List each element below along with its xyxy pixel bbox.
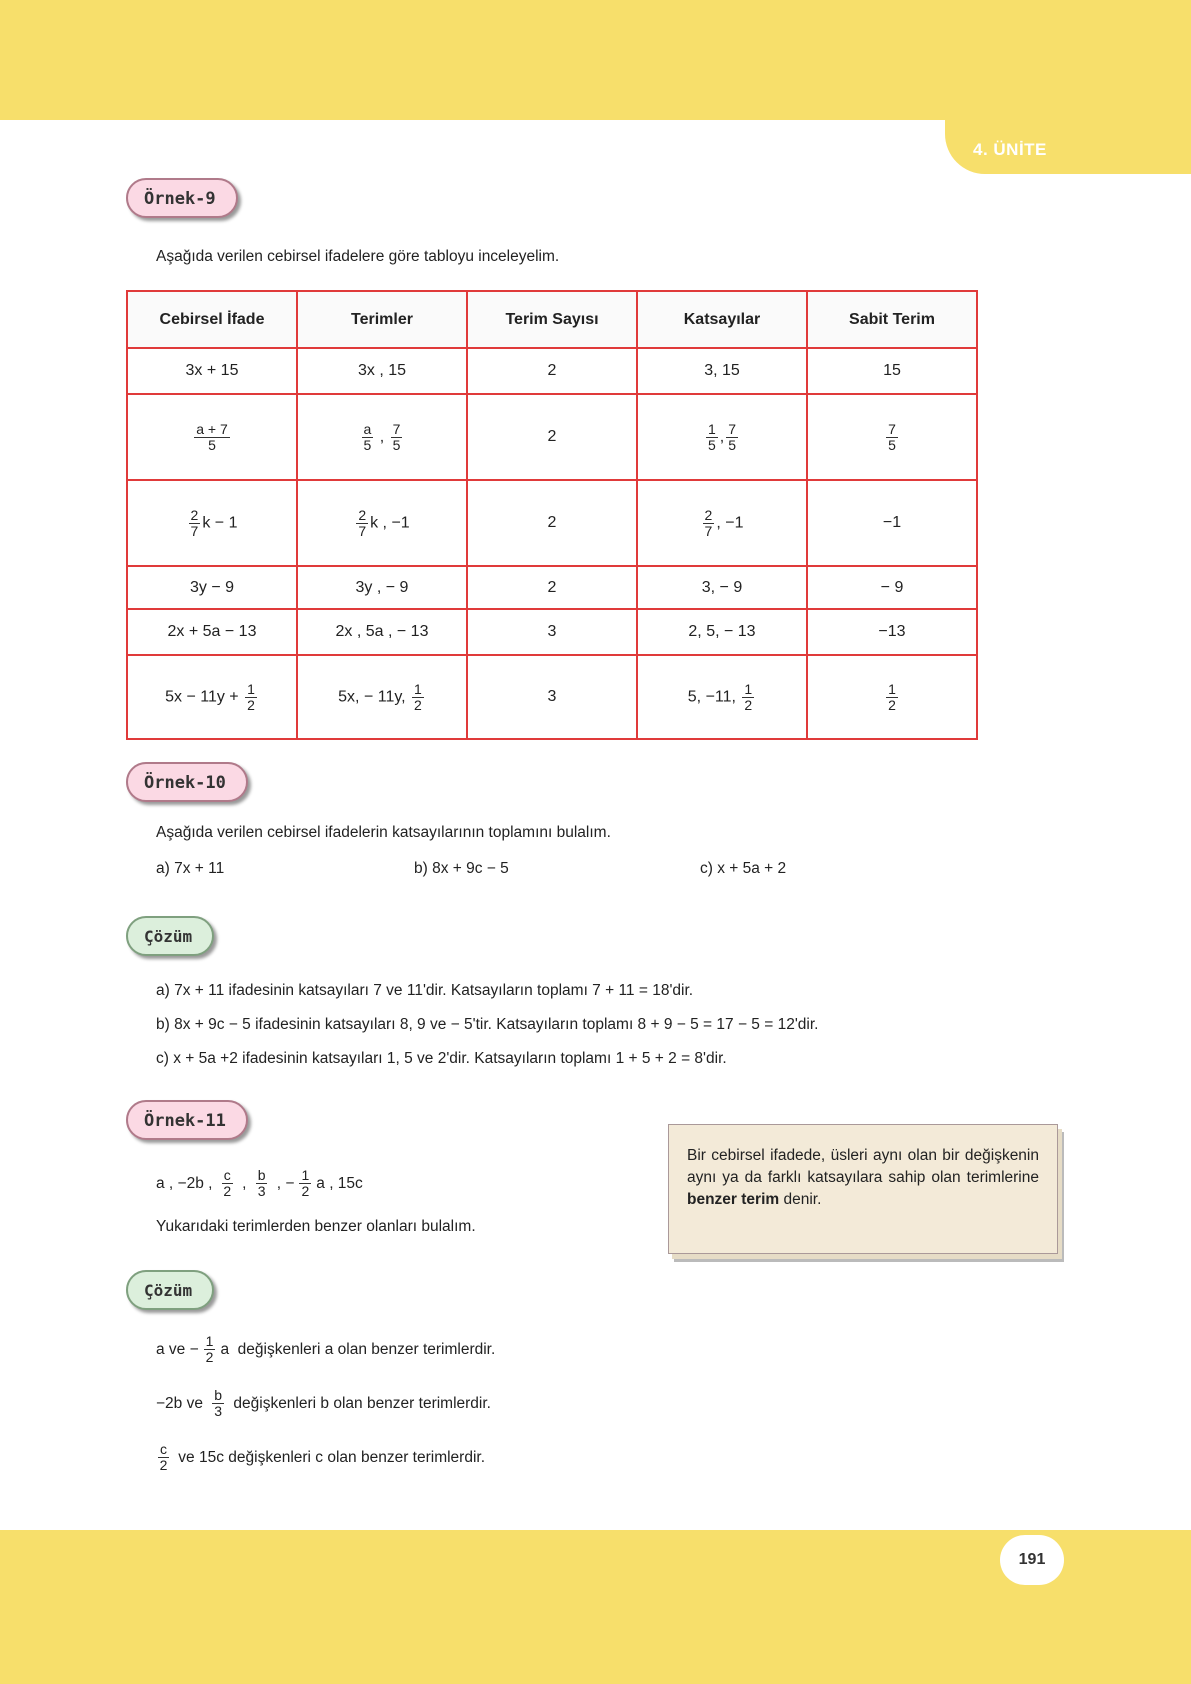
unit-tab: 4. ÜNİTE — [945, 118, 1191, 174]
fraction — [706, 422, 718, 453]
text-segment: , — [237, 1174, 251, 1192]
column-header: Cebirsel İfade — [127, 291, 297, 348]
table-row — [127, 348, 977, 394]
fraction — [212, 1388, 224, 1419]
table-cell — [127, 609, 297, 655]
text-segment: − 9 — [880, 578, 904, 596]
solution-11-label: Çözüm — [126, 1270, 214, 1310]
fraction — [412, 682, 424, 713]
text-segment: 3 — [547, 688, 557, 705]
text-segment: 3x + 15 — [185, 362, 239, 379]
text-segment: , — [375, 428, 389, 446]
denominator: 7 — [704, 522, 713, 539]
denominator: 2 — [159, 1457, 168, 1473]
denominator: 2 — [414, 696, 422, 713]
table-row — [127, 394, 977, 480]
denominator: 5 — [363, 436, 372, 453]
denominator: 3 — [214, 1403, 223, 1419]
text-segment: −1 — [882, 514, 902, 531]
numerator: b — [214, 1387, 223, 1403]
numerator: c — [160, 1441, 167, 1457]
text-segment: 2 — [547, 428, 557, 445]
example-10-item-a: a) 7x + 11 — [156, 860, 225, 877]
fraction — [194, 422, 230, 453]
terms-table — [126, 290, 978, 740]
text-segment: k , −1 — [370, 514, 410, 532]
denominator: 7 — [190, 522, 199, 539]
denominator: 2 — [247, 696, 255, 713]
text-segment: 2 — [547, 578, 557, 596]
table-cell — [807, 609, 977, 655]
solution-11-line-2 — [156, 1388, 491, 1419]
table-cell — [467, 480, 637, 566]
numerator: a — [363, 420, 372, 437]
example-10-intro: Aşağıda verilen cebirsel ifadelerin katsayılarının toplamını bulalım. — [156, 824, 611, 841]
text-segment: 2 — [547, 514, 557, 531]
denominator: 2 — [744, 696, 753, 713]
numerator: b — [257, 1167, 266, 1183]
example-10-label: Örnek-10 — [126, 762, 248, 802]
numerator: 2 — [704, 506, 713, 523]
table-cell — [127, 394, 297, 480]
definition-note — [668, 1124, 1058, 1254]
table-cell — [467, 348, 637, 394]
table-cell — [637, 566, 807, 609]
denominator: 2 — [888, 696, 896, 713]
denominator: 5 — [888, 436, 896, 453]
table-cell — [807, 655, 977, 739]
text-segment: 2x , 5a , − 13 — [335, 623, 429, 640]
example-9-intro: Aşağıda verilen cebirsel ifadelere göre tabloyu inceleyelim. — [156, 248, 560, 265]
column-header: Sabit Terim — [807, 291, 977, 348]
numerator: 1 — [414, 680, 422, 697]
numerator: 1 — [301, 1167, 310, 1183]
example-10-item-c: c) x + 5a + 2 — [700, 860, 787, 877]
numerator: 1 — [205, 1333, 214, 1349]
table-cell — [297, 348, 467, 394]
table-cell — [807, 480, 977, 566]
text-segment: 15 — [883, 362, 901, 379]
denominator: 7 — [358, 522, 367, 539]
table-header-row — [127, 291, 977, 348]
numerator: 1 — [247, 680, 255, 697]
fraction — [204, 1334, 216, 1365]
text-segment: , −1 — [716, 514, 744, 532]
table-cell — [467, 394, 637, 480]
note-text: Bir cebirsel ifadede, üsleri aynı olan bir değişkenin aynı ya da farklı katsayılara sahip olan terimlerine — [687, 1147, 1039, 1186]
numerator: a + 7 — [196, 420, 228, 437]
table-cell — [637, 480, 807, 566]
numerator: 1 — [744, 680, 753, 697]
numerator: 1 — [707, 420, 716, 437]
table-cell — [467, 609, 637, 655]
text-segment: a , 15c — [316, 1174, 363, 1192]
example-10-item-b: b) 8x + 9c − 5 — [414, 860, 509, 877]
note-end: denir. — [779, 1191, 822, 1208]
numerator: 2 — [358, 506, 367, 523]
table-cell — [127, 348, 297, 394]
text-segment: −13 — [878, 623, 906, 640]
table-cell — [637, 348, 807, 394]
example-11-terms — [156, 1168, 363, 1199]
text-segment: 2 — [547, 362, 557, 379]
table-cell — [297, 394, 467, 480]
text-segment: 5, −11, — [687, 688, 741, 706]
text-segment: 5x, − 11y, — [338, 688, 411, 706]
text-segment: 3 — [547, 623, 557, 640]
table-cell — [297, 609, 467, 655]
solution-10-label: Çözüm — [126, 916, 214, 956]
table-cell — [127, 655, 297, 739]
solution-11-line-1 — [156, 1334, 495, 1365]
table-row — [127, 566, 977, 609]
numerator: c — [223, 1167, 231, 1183]
text-segment: −2b ve — [156, 1394, 208, 1412]
numerator: 7 — [392, 420, 401, 437]
solution-10-line-a: a) 7x + 11 ifadesinin katsayıları 7 ve 11'dir. Katsayıların toplamı 7 + 11 = 18'dir. — [156, 982, 694, 999]
solution-11-line-3 — [156, 1442, 485, 1473]
fraction — [703, 508, 715, 539]
text-segment: 3, − 9 — [701, 578, 743, 596]
fraction — [742, 682, 754, 713]
solution-10-line-b: b) 8x + 9c − 5 ifadesinin katsayıları 8, 9 ve − 5'tir. Katsayıların toplamı 8 + 9 − 5 = 17 − 5 = 12'dir. — [156, 1016, 819, 1033]
table-row — [127, 609, 977, 655]
fraction — [362, 422, 374, 453]
text-segment: , — [719, 428, 725, 446]
text-segment: 2x + 5a − 13 — [167, 623, 257, 640]
denominator: 2 — [301, 1183, 310, 1199]
table-cell — [467, 655, 637, 739]
example-11-question: Yukarıdaki terimlerden benzer olanları bulalım. — [156, 1218, 476, 1235]
denominator: 5 — [707, 436, 716, 453]
denominator: 3 — [257, 1183, 266, 1199]
fraction — [158, 1442, 169, 1473]
table-cell — [467, 566, 637, 609]
table-cell — [297, 480, 467, 566]
denominator: 5 — [392, 436, 401, 453]
text-segment: a değişkenleri a olan benzer terimlerdir. — [220, 1340, 496, 1358]
text-segment: a , −2b , — [156, 1174, 217, 1192]
table-cell — [127, 566, 297, 609]
fraction — [356, 508, 368, 539]
text-segment: a ve − — [156, 1340, 199, 1358]
numerator: 7 — [728, 420, 737, 437]
numerator: 2 — [190, 506, 199, 523]
fraction — [886, 682, 898, 713]
text-segment: 5x − 11y + — [165, 688, 244, 706]
table-cell — [637, 609, 807, 655]
table-cell — [637, 655, 807, 739]
table-cell — [807, 394, 977, 480]
table-cell — [127, 480, 297, 566]
text-segment: 3x , 15 — [357, 362, 407, 379]
denominator: 5 — [208, 436, 216, 453]
text-segment: 3, 15 — [704, 362, 740, 379]
fraction — [886, 422, 898, 453]
table-row — [127, 655, 977, 739]
table-cell — [297, 655, 467, 739]
solution-10-line-c: c) x + 5a +2 ifadesinin katsayıları 1, 5 ve 2'dir. Katsayıların toplamı 1 + 5 + 2 = 8'dir. — [156, 1050, 727, 1067]
column-header: Terimler — [297, 291, 467, 348]
table-cell — [807, 566, 977, 609]
example-9-label: Örnek-9 — [126, 178, 238, 218]
denominator: 2 — [223, 1183, 232, 1199]
table-cell — [297, 566, 467, 609]
text-segment: değişkenleri b olan benzer terimlerdir. — [229, 1394, 491, 1412]
page-number: 191 — [1000, 1535, 1064, 1585]
column-header: Terim Sayısı — [467, 291, 637, 348]
fraction — [391, 422, 403, 453]
column-header: Katsayılar — [637, 291, 807, 348]
text-segment: k − 1 — [202, 514, 238, 532]
text-segment: , − — [272, 1174, 295, 1192]
text-segment: 3y , − 9 — [355, 578, 409, 596]
fraction — [222, 1168, 233, 1199]
table-cell — [807, 348, 977, 394]
denominator: 2 — [205, 1349, 214, 1365]
fraction — [189, 508, 201, 539]
table-cell — [637, 394, 807, 480]
numerator: 7 — [888, 420, 896, 437]
table-row — [127, 480, 977, 566]
denominator: 5 — [728, 436, 737, 453]
numerator: 1 — [888, 680, 896, 697]
text-segment: ve 15c değişkenleri c olan benzer terimlerdir. — [174, 1448, 486, 1466]
fraction — [256, 1168, 268, 1199]
note-bold-term: benzer terim — [687, 1191, 780, 1208]
fraction — [245, 682, 257, 713]
text-segment: 2, 5, − 13 — [688, 623, 756, 640]
example-11-label: Örnek-11 — [126, 1100, 248, 1140]
text-segment: 3y − 9 — [189, 578, 235, 596]
fraction — [726, 422, 738, 453]
fraction — [299, 1168, 311, 1199]
top-band — [0, 0, 1191, 120]
